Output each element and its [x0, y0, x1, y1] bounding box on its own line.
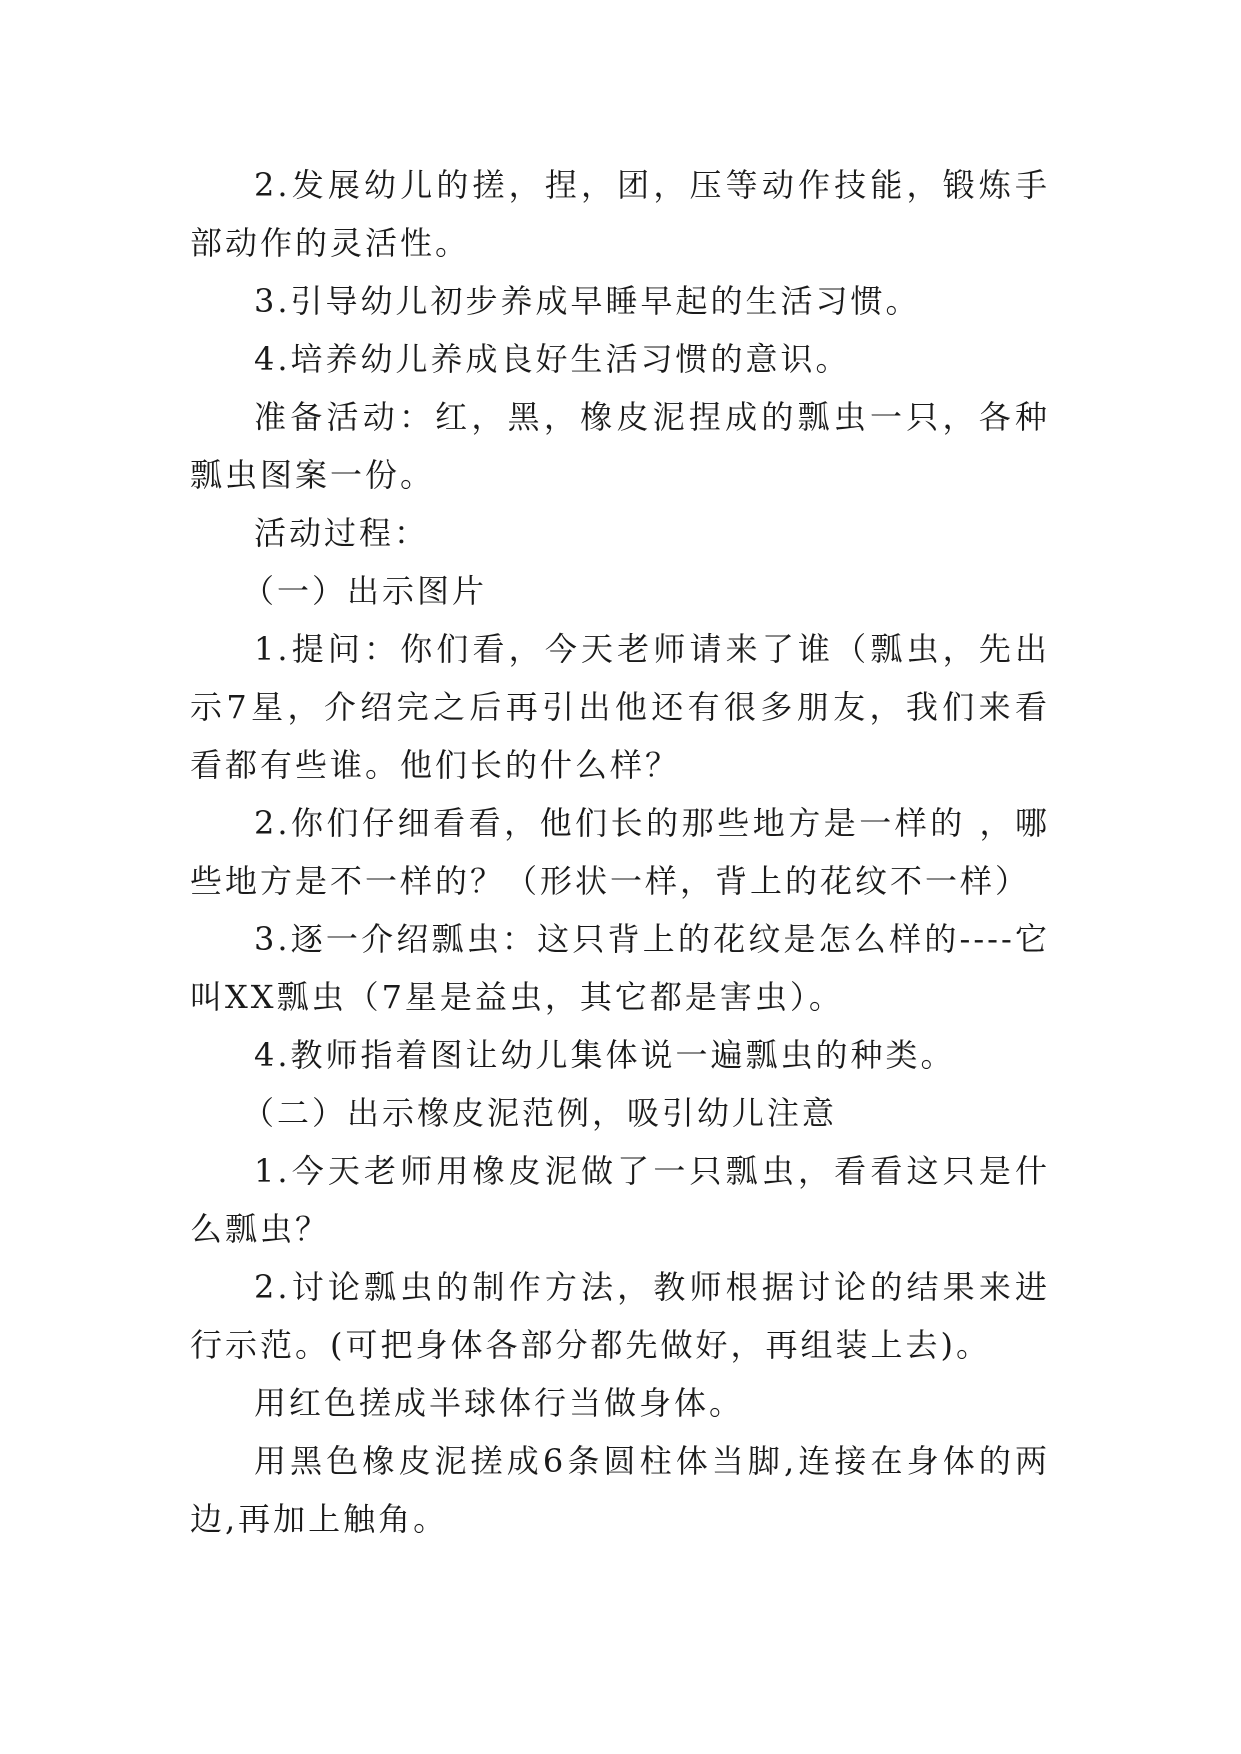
paragraph-step-1-1: 1.提问：你们看，今天老师请来了谁（瓢虫，先出示7星，介绍完之后再引出他还有很多朋友，我们来看看都有些谁。他们长的什么样？ [190, 630, 1050, 784]
paragraph-goal-3: 3.引导幼儿初步养成早睡早起的生活习惯。 [254, 282, 921, 320]
paragraph-preparation: 准备活动：红，黑，橡皮泥捏成的瓢虫一只，各种瓢虫图案一份。 [190, 398, 1050, 494]
paragraph-goal-4: 4.培养幼儿养成良好生活习惯的意识。 [254, 340, 851, 378]
paragraph-process-heading: 活动过程： [254, 514, 430, 552]
paragraph-step-1-4: 4.教师指着图让幼儿集体说一遍瓢虫的种类。 [254, 1036, 956, 1074]
paragraph-section-2-heading: （二）出示橡皮泥范例，吸引幼儿注意 [242, 1094, 838, 1132]
paragraph-legs-instruction: 用黑色橡皮泥搓成6条圆柱体当脚,连接在身体的两边,再加上触角。 [190, 1442, 1050, 1538]
paragraph-step-1-2: 2.你们仔细看看，他们长的那些地方是一样的 ，哪些地方是不一样的？（形状一样，背上的花纹不一样） [190, 804, 1050, 900]
paragraph-goal-2: 2.发展幼儿的搓，捏，团，压等动作技能，锻炼手部动作的灵活性。 [190, 166, 1050, 262]
paragraph-body-instruction: 用红色搓成半球体行当做身体。 [254, 1384, 745, 1422]
paragraph-step-1-3: 3.逐一介绍瓢虫：这只背上的花纹是怎么样的----它叫XX瓢虫（7星是益虫，其它都是害虫）。 [190, 920, 1050, 1016]
document-body [190, 156, 1050, 1548]
paragraph-step-2-2: 2.讨论瓢虫的制作方法，教师根据讨论的结果来进行示范。(可把身体各部分都先做好，再组装上去)。 [190, 1268, 1050, 1364]
paragraph-step-2-1: 1.今天老师用橡皮泥做了一只瓢虫，看看这只是什么瓢虫？ [190, 1152, 1050, 1248]
paragraph-section-1-heading: （一）出示图片 [242, 572, 488, 610]
